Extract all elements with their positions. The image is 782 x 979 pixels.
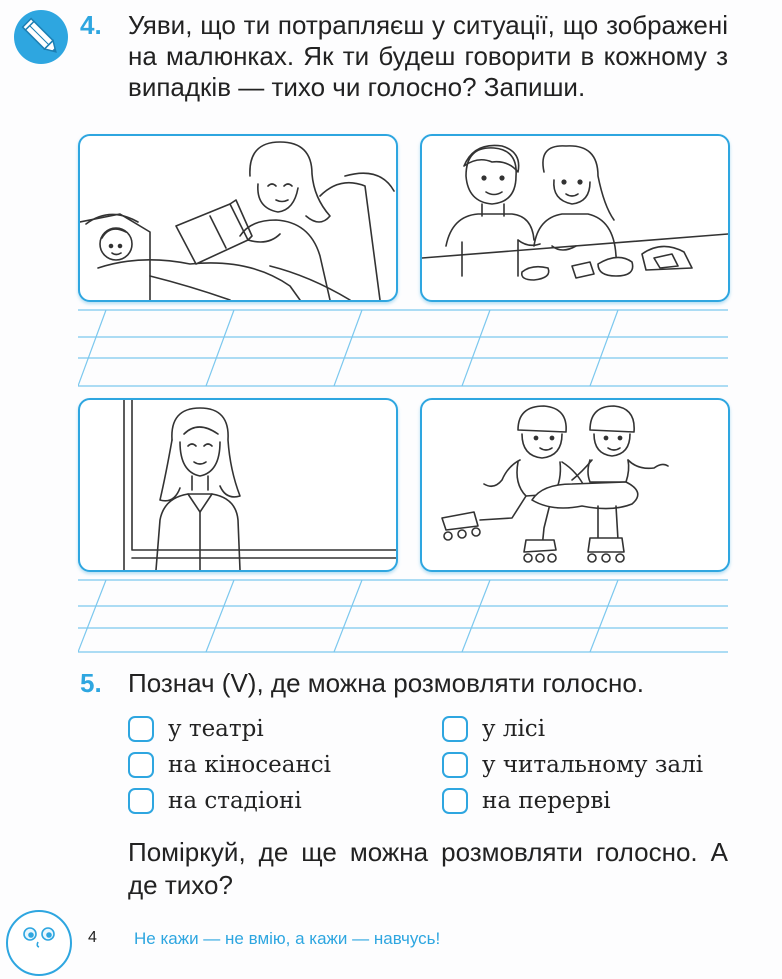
option-stadium[interactable] [128, 786, 302, 816]
page-number: 4 [88, 929, 97, 946]
task-4-text: Уяви, що ти потрапляєш у ситуації, що зображені на малюнках. Як ти будеш говорити в кожному з випадків — тихо чи голосно? Запиши. [128, 10, 728, 102]
picture-mother-reading-bedtime [78, 134, 398, 302]
picture-children-roller-skating [420, 398, 730, 572]
option-label: на стадіоні [168, 788, 302, 814]
option-label: у театрі [168, 716, 264, 742]
option-label: у лісі [482, 716, 546, 742]
checkbox[interactable] [128, 716, 154, 742]
option-break[interactable] [442, 786, 611, 816]
picture-teacher-at-blackboard [78, 398, 398, 572]
picture-two-children-playing [420, 134, 730, 302]
checkbox[interactable] [442, 752, 468, 778]
writing-lines-1[interactable] [78, 306, 728, 390]
task-5-question: Познач (V), де можна розмовляти голосно. [128, 668, 645, 698]
checkbox[interactable] [442, 716, 468, 742]
option-forest[interactable] [442, 714, 545, 744]
smiley-face-icon [6, 910, 72, 976]
option-label: у читальному залі [482, 752, 704, 778]
task-5-think-prompt: Поміркуй, де ще можна розмовляти голосно. А де тихо? [128, 837, 728, 900]
option-reading-room[interactable] [442, 750, 703, 780]
checkbox[interactable] [128, 788, 154, 814]
option-cinema[interactable] [128, 750, 331, 780]
footer-motto: Не кажи — не вмію, а кажи — навчусь! [134, 929, 441, 948]
option-theatre[interactable] [128, 714, 264, 744]
checkbox[interactable] [128, 752, 154, 778]
task-4-number: 4. [80, 10, 102, 40]
task-5-number: 5. [80, 668, 102, 698]
writing-lines-2[interactable] [78, 576, 728, 656]
option-label: на перерві [482, 788, 611, 814]
pencil-icon [14, 10, 68, 64]
option-label: на кіносеансі [168, 752, 332, 778]
checkbox[interactable] [442, 788, 468, 814]
